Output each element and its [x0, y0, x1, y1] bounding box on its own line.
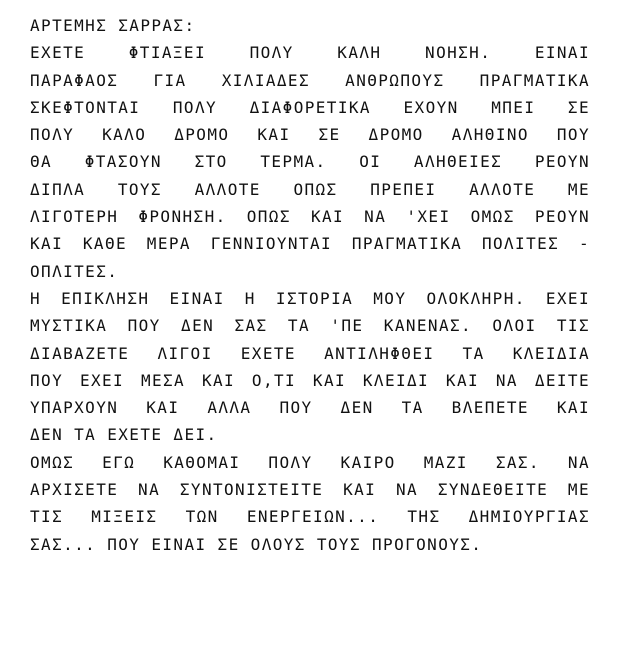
text-line: ΣΚΕΦΤΟΝΤΑΙ ΠΟΛΥ ΔΙΑΦΟΡΕΤΙΚΑ ΕΧΟΥΝ ΜΠΕΙ ΣΕ: [30, 97, 590, 117]
text-line: ΟΠΛΙΤΕΣ.: [30, 261, 119, 281]
text-line: ΚΑΙ ΚΑΘΕ ΜΕΡΑ ΓΕΝΝΙΟΥΝΤΑΙ ΠΡΑΓΜΑΤΙΚΑ ΠΟΛΙΤΕΣ -: [30, 234, 590, 254]
text-line: ΣΑΣ... ΠΟΥ ΕΙΝΑΙ ΣΕ ΟΛΟΥΣ ΤΟΥΣ ΠΡΟΓΟΝΟΥΣ.: [30, 534, 483, 554]
text-line: ΜΥΣΤΙΚΑ ΠΟΥ ΔΕΝ ΣΑΣ ΤΑ 'ΠΕ ΚΑΝΕΝΑΣ. ΟΛΟΙ ΤΙΣ: [30, 316, 590, 336]
text-line: ΠΟΛΥ ΚΑΛΟ ΔΡΟΜΟ ΚΑΙ ΣΕ ΔΡΟΜΟ ΑΛΗΘΙΝΟ ΠΟΥ: [30, 125, 590, 145]
text-line: ΥΠΑΡΧΟΥΝ ΚΑΙ ΑΛΛΑ ΠΟΥ ΔΕΝ ΤΑ ΒΛΕΠΕΤΕ ΚΑΙ: [30, 398, 590, 418]
text-line: ΔΕΝ ΤΑ ΕΧΕΤΕ ΔΕΙ.: [30, 425, 218, 445]
document-text: [30, 12, 590, 558]
text-line: ΔΙΑΒΑΖΕΤΕ ΛΙΓΟΙ ΕΧΕΤΕ ΑΝΤΙΛΗΦΘΕΙ ΤΑ ΚΛΕΙΔΙΑ: [30, 343, 590, 363]
text-line: ΛΙΓΟΤΕΡΗ ΦΡΟΝΗΣΗ. ΟΠΩΣ ΚΑΙ ΝΑ 'ΧΕΙ ΟΜΩΣ ΡΕΟΥΝ: [30, 207, 590, 227]
text-line: ΔΙΠΛΑ ΤΟΥΣ ΑΛΛΟΤΕ ΟΠΩΣ ΠΡΕΠΕΙ ΑΛΛΟΤΕ ΜΕ: [30, 179, 590, 199]
text-line: ΤΙΣ ΜΙΞΕΙΣ ΤΩΝ ΕΝΕΡΓΕΙΩΝ... ΤΗΣ ΔΗΜΙΟΥΡΓΙΑΣ: [30, 507, 590, 527]
text-line: ΕΧΕΤΕ ΦΤΙΑΞΕΙ ΠΟΛΥ ΚΑΛΗ ΝΟΗΣΗ. ΕΙΝΑΙ: [30, 43, 590, 63]
document-heading: ΑΡΤΕΜΗΣ ΣΑΡΡΑΣ:: [30, 16, 196, 35]
text-line: ΠΑΡΑΦΑΟΣ ΓΙΑ ΧΙΛΙΑΔΕΣ ΑΝΘΡΩΠΟΥΣ ΠΡΑΓΜΑΤΙΚΑ: [30, 70, 590, 90]
text-line: ΘΑ ΦΤΑΣΟΥΝ ΣΤΟ ΤΕΡΜΑ. ΟΙ ΑΛΗΘΕΙΕΣ ΡΕΟΥΝ: [30, 152, 590, 172]
text-line: ΑΡΧΙΣΕΤΕ ΝΑ ΣΥΝΤΟΝΙΣΤΕΙΤΕ ΚΑΙ ΝΑ ΣΥΝΔΕΘΕΙΤΕ ΜΕ: [30, 480, 590, 500]
text-line: ΟΜΩΣ ΕΓΩ ΚΑΘΟΜΑΙ ΠΟΛΥ ΚΑΙΡΟ ΜΑΖΙ ΣΑΣ. ΝΑ: [30, 452, 590, 472]
text-line: Η ΕΠΙΚΛΗΣΗ ΕΙΝΑΙ Η ΙΣΤΟΡΙΑ ΜΟΥ ΟΛΟΚΛΗΡΗ. ΕΧΕΙ: [30, 288, 590, 308]
text-line: ΠΟΥ ΕΧΕΙ ΜΕΣΑ ΚΑΙ Ο,ΤΙ ΚΑΙ ΚΛΕΙΔΙ ΚΑΙ ΝΑ ΔΕΙΤΕ: [30, 370, 590, 390]
